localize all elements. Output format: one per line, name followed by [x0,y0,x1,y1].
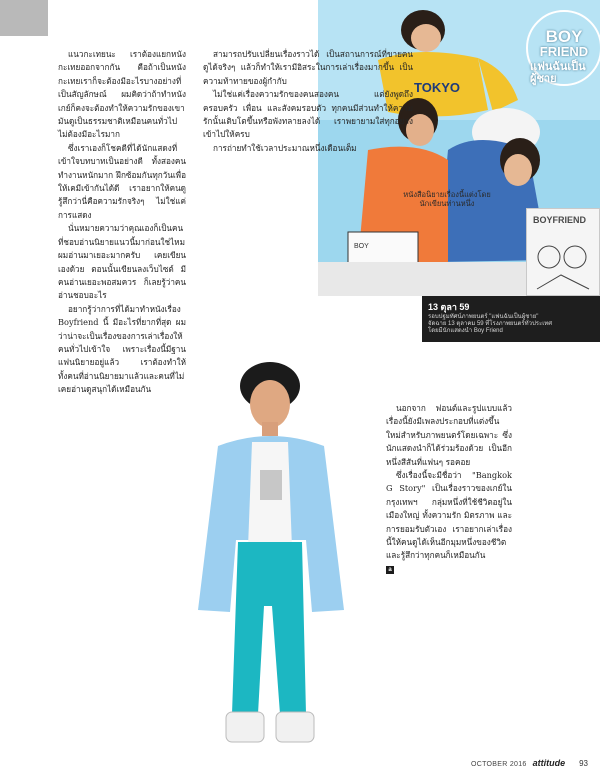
info-line: โดยมีนักแสดงนำ Boy Friend [428,328,503,334]
article-paragraph: สามารถปรับเปลี่ยนเรื่องราวได้ เป็นสถานการณ์ที่ขายคนดูได้จริงๆ แล้วก็ทำให้เรามีอิสระในการเล่าเรื่องมากขึ้น เป็นความท้าทายของผู้กำกับ [203,49,413,86]
person-photo [174,360,358,760]
footer-month: OCTOBER 2016 [470,761,527,768]
article-column-left [58,48,186,758]
article-paragraph: นอกจาก ฟอนต์และรูปแบบแล้ว เรื่องนี้ยังมีเพลงประกอบที่แต่งขึ้นใหม่สำหรับภาพยนตร์โดยเฉพาะ ซึ่งนักแสดงนำก็ได้ร่วมร้องด้วย เป็นอีกหนึ่งสีสันที่แฟนๆ รอคอย [386,403,512,467]
book-thumbnail-art [527,227,599,297]
release-date: 13 ตุลา 59 [428,302,470,312]
person-illustration [174,360,358,760]
page-footer [471,758,588,768]
cover-title-line2: FRIEND [539,43,589,59]
book-thumbnail [526,208,600,296]
article-paragraph: อยากรู้ว่าการที่ได้มาทำหนังเรื่อง Boyfriend นี้ มีอะไรที่ยากที่สุด ผมว่าน่าจะเป็นเรื่องของการเล่าเรื่องให้คนทั่วไปเข้าใจ เพราะเรื่องนี้มีฐานแฟนนิยายอยู่แล้ว เราต้องทำให้ทั้งคนที่อ่านนิยายมาแล้วและคนที่ไม่เคยอ่านดูสนุกได้เหมือนกัน [58,303,186,395]
article-paragraph: ซึ่งเราเองก็โชคดีที่ได้นักแสดงที่เข้าใจบทบาทเป็นอย่างดี ทั้งสองคนทำงานหนักมาก ฝึกซ้อมกันทุกวันเพื่อให้เคมีเข้ากันได้ดี เราอยากให้คนดูรู้สึกว่านี่คือความรักจริงๆ ไม่ใช่แค่การแสดง [58,142,186,220]
info-line: จัดฉาย 13 ตุลาคม 59 ที่โรงภาพยนตร์ทั่วประเทศ [428,321,553,327]
article-paragraph: ไม่ใช่แค่เรื่องความรักของคนสองคน แต่ยังพูดถึงครอบครัว เพื่อน และสังคมรอบตัว ทุกคนมีส่วนทำให้ความรักนั้นเติบโตขึ้นหรือพังทลายลงได้ เราพยายามใส่ทุกอย่างเข้าไปให้ครบ [203,89,413,140]
corner-decoration [0,0,48,36]
article-paragraph: แนวกะเทยนะ เราต้องแยกหนังกะเทยออกจากกัน คือถ้าเป็นหนังกะเทยเราก็จะต้องมีอะไรบางอย่างที่เป็นสัญลักษณ์ ผมคิดว่าถ้าทำหนังเกย์ก็คงจะต้องทำให้ความรักของเขามันดูเป็นธรรมชาติเหมือนคนทั่วไป ไม่ต้องมีอะไรมาก [58,49,186,140]
page-number: 93 [579,759,588,768]
cover-caption: หนังสือนิยายเรื่องนี้แต่งโดยนักเขียนท่านหนึ่ง [403,190,491,208]
cover-title-line1: BOY [545,26,583,46]
end-mark: a [386,566,394,574]
jersey-text: TOKYO [414,80,460,95]
article-paragraph: การถ่ายทำใช้เวลาประมาณหนึ่งเดือนเต็ม [213,142,357,153]
cover-title-line3: แฟนฉันเป็นผู้ชาย [530,60,586,85]
release-info-box [422,296,600,342]
cover-title [530,14,598,98]
article-paragraph: นั่นหมายความว่าคุณเองก็เป็นคนที่ชอบอ่านนิยายแนวนี้มาก่อนใช่ไหม ผมอ่านมาเยอะมากครับ เคยเขียนเองด้วย ตอนนั้นเขียนลงเว็บไซต์ มีคนอ่านเยอะพอสมควร ก็เลยรู้ว่าคนอ่านชอบอะไร [58,223,186,301]
article-column-middle [203,48,413,368]
article-column-right [386,402,512,752]
article-paragraph: ซึ่งเรื่องนี้จะมีชื่อว่า "Bangkok G Story" เป็นเรื่องราวของเกย์ในกรุงเทพฯ กลุ่มหนึ่งที่ใช้ชีวิตอยู่ในเมืองใหญ่ ทั้งความรัก มิตรภาพ และการยอมรับตัวเอง เราอยากเล่าเรื่องนี้ให้คนดูได้เห็นอีกมุมหนึ่งของชีวิต และรู้สึกว่าทุกคนก็เหมือนกัน [386,470,512,561]
footer-magazine: attitude [532,758,566,768]
info-line: รอบปฐมทัศน์ภาพยนตร์ "แฟนฉันเป็นผู้ชาย" [428,314,539,320]
book-thumbnail-title: BOYFRIEND [533,215,587,225]
svg-text:BOY: BOY [354,243,369,250]
